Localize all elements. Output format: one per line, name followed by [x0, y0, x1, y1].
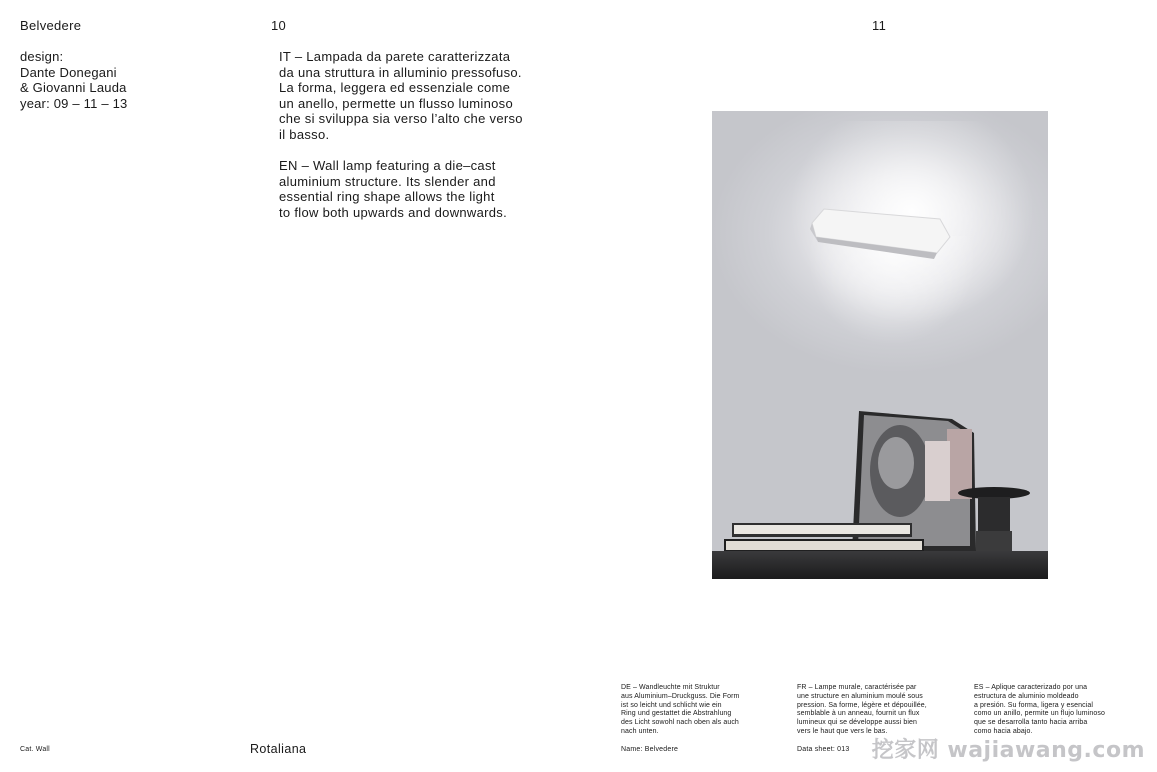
translation-es	[974, 684, 1105, 737]
category-label: Cat. Wall	[20, 746, 50, 753]
description-it	[279, 49, 523, 142]
page-number-left: 10	[271, 18, 287, 33]
fr-line: lumineux qui se développe aussi bien	[797, 719, 917, 727]
es-line: que se desarrolla tanto hacia arriba	[974, 719, 1088, 727]
product-name-label: Name: Belvedere	[621, 746, 679, 753]
wall-lamp-illustration	[810, 209, 950, 259]
en-line: EN – Wall lamp featuring a die–cast	[279, 158, 496, 173]
brand-name: Rotaliana	[250, 742, 307, 756]
fr-line: semblable à un anneau, fournit un flux	[797, 710, 920, 718]
it-line: un anello, permette un flusso luminoso	[279, 95, 513, 111]
de-line: nach unten.	[621, 727, 659, 735]
meta-line: year: 09 – 11 – 13	[20, 95, 128, 111]
de-line: aus Aluminium–Druckguss. Die Form	[621, 692, 740, 700]
es-line: ES – Aplique caracterizado por una	[974, 684, 1088, 691]
meta-line: Dante Donegani	[20, 64, 117, 80]
watermark: 挖家网 wajiawang.com	[871, 738, 1145, 763]
de-line: des Licht sowohl nach oben als auch	[621, 719, 739, 727]
photo-scene	[712, 111, 1048, 579]
it-line: IT – Lampada da parete caratterizzata	[279, 49, 511, 64]
es-line: como un anillo, permite un flujo luminoso	[974, 710, 1105, 718]
translation-de	[621, 684, 739, 737]
de-line: DE – Wandleuchte mit Struktur	[621, 684, 720, 691]
it-line: il basso.	[279, 126, 330, 142]
de-line: ist so leicht und schlicht wie ein	[621, 701, 722, 709]
meta-line: design:	[20, 49, 64, 64]
product-photo	[712, 111, 1048, 579]
es-line: estructura de aluminio moldeado	[974, 692, 1079, 700]
table-surface	[712, 551, 1048, 579]
product-title: Belvedere	[20, 18, 82, 33]
page-number-right: 11	[872, 18, 887, 33]
es-line: a presión. Su forma, ligera y esencial	[974, 701, 1093, 709]
fr-line: une structure en aluminium moulé sous	[797, 692, 923, 700]
it-line: che si sviluppa sia verso l’alto che verso	[279, 111, 523, 126]
fr-line: pression. Sa forme, légère et dépouillée,	[797, 701, 927, 709]
datasheet-label: Data sheet: 013	[797, 746, 850, 753]
design-credits	[20, 49, 127, 111]
fr-line: vers le haut que vers le bas.	[797, 727, 888, 735]
description-en	[279, 158, 507, 220]
it-line: La forma, leggera ed essenziale come	[279, 80, 511, 95]
fr-line: FR – Lampe murale, caractérisée par	[797, 684, 917, 691]
it-line: da una struttura in alluminio pressofuso.	[279, 64, 522, 80]
translation-fr	[797, 684, 927, 737]
meta-line: & Giovanni Lauda	[20, 80, 127, 95]
de-line: Ring und gestattet die Abstrahlung	[621, 710, 732, 718]
en-line: to flow both upwards and downwards.	[279, 204, 508, 220]
en-line: essential ring shape allows the light	[279, 189, 495, 204]
es-line: como hacia abajo.	[974, 727, 1033, 735]
en-line: aluminium structure. Its slender and	[279, 173, 496, 189]
